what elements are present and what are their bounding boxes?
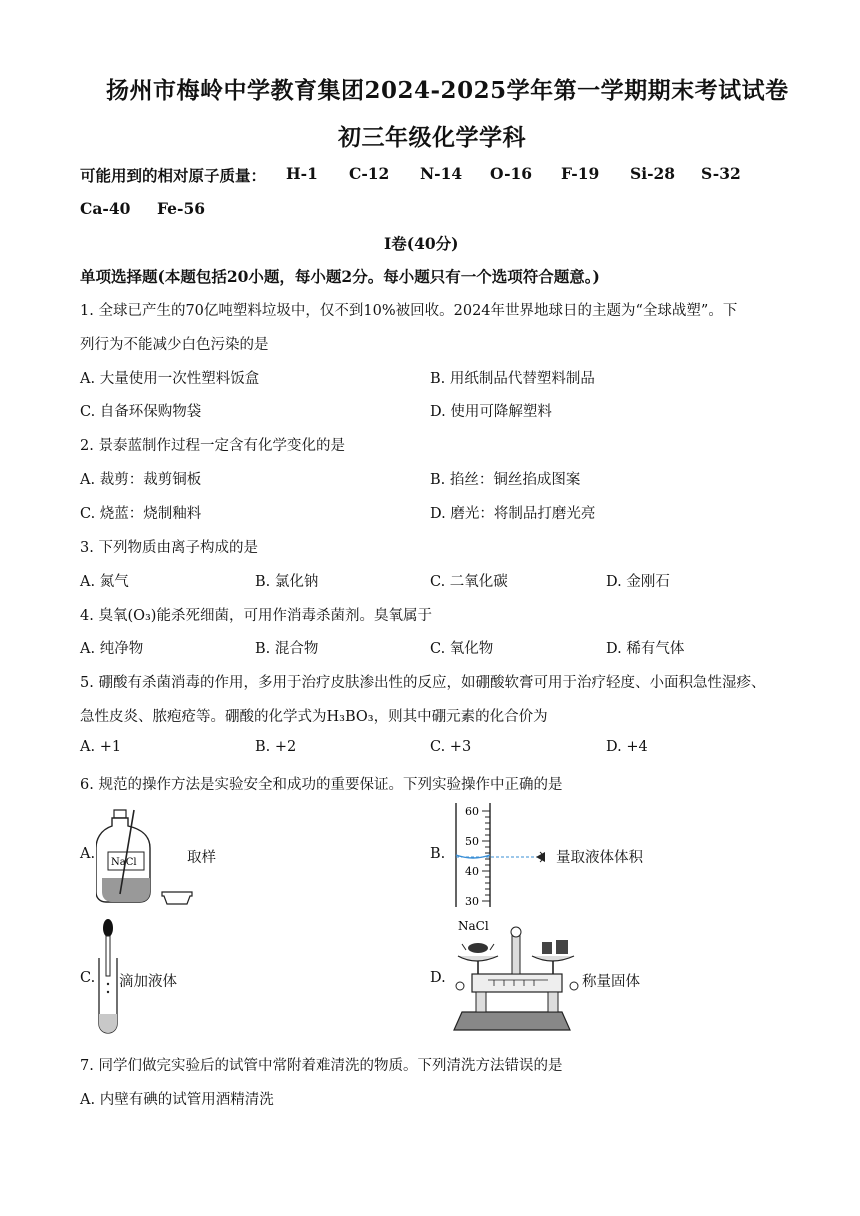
- page-subtitle: 初三年级化学学科: [338, 124, 526, 151]
- option-b: B. 氯化钠: [255, 574, 319, 590]
- option-a: A. 纯净物: [80, 641, 144, 657]
- page-title: 扬州市梅岭中学教育集团2024-2025学年第一学期期末考试试卷: [106, 77, 789, 104]
- bottle-label: NaCl: [111, 857, 137, 868]
- section-title: I卷(40分): [384, 234, 459, 253]
- option-c: C. 二氧化碳: [430, 574, 508, 590]
- question-stem: 1. 全球已产生的70亿吨塑料垃圾中，仅不到10%被回收。2024年世界地球日的主题为“全球战塑”。下: [80, 303, 738, 319]
- dropper-test-tube-figure: [96, 918, 120, 1034]
- option-b: B. 混合物: [255, 641, 319, 657]
- question-stem: 7. 同学们做完实验后的试管中常附着难清洗的物质。下列清洗方法错误的是: [80, 1058, 563, 1074]
- option-d: D. 金刚石: [606, 574, 670, 590]
- question-stem: 列行为不能减少白色污染的是: [80, 337, 269, 353]
- option-a: A. 氮气: [80, 574, 129, 590]
- question-stem: 6. 规范的操作方法是实验安全和成功的重要保证。下列实验操作中正确的是: [80, 777, 563, 793]
- tick-label: 40: [465, 865, 479, 878]
- eye-icon: [536, 852, 545, 862]
- question-stem: 5. 硼酸有杀菌消毒的作用，多用于治疗皮肤渗出性的反应，如硼酸软膏可用于治疗轻度、小面积急性湿疹、: [80, 675, 766, 691]
- option-a-letter: A.: [80, 846, 96, 862]
- option-b: B. +2: [255, 739, 297, 755]
- atomic-mass-label: 可能用到的相对原子质量：: [80, 166, 267, 185]
- atomic-mass-item: Fe-56: [157, 199, 206, 218]
- option-a-caption: 取样: [187, 850, 216, 866]
- tick-label: 30: [465, 895, 479, 907]
- option-d: D. 磨光：将制品打磨光亮: [430, 506, 596, 522]
- tick-label: 50: [465, 835, 479, 848]
- atomic-mass-item: C-12: [349, 164, 390, 183]
- option-a: A. 内壁有碘的试管用酒精清洗: [80, 1092, 274, 1108]
- option-c: C. 烧蓝：烧制釉料: [80, 506, 202, 522]
- question-stem: 3. 下列物质由离子构成的是: [80, 540, 258, 556]
- option-c-caption: 滴加液体: [119, 974, 177, 990]
- atomic-mass-item: O-16: [490, 164, 533, 183]
- option-a: A. 大量使用一次性塑料饭盒: [80, 371, 260, 387]
- question-stem: 4. 臭氧(O₃)能杀死细菌，可用作消毒杀菌剂。臭氧属于: [80, 608, 432, 624]
- question-stem: 急性皮炎、脓疱疮等。硼酸的化学式为H₃BO₃，则其中硼元素的化合价为: [80, 709, 548, 725]
- tick-label: 60: [465, 805, 479, 818]
- atomic-mass-item: S-32: [701, 164, 741, 183]
- section-instruction: 单项选择题(本题包括20小题，每小题2分。每小题只有一个选项符合题意。): [80, 267, 600, 286]
- option-c: C. 自备环保购物袋: [80, 404, 202, 420]
- option-d: D. +4: [606, 739, 648, 755]
- graduated-cylinder-figure: [448, 803, 558, 907]
- option-b: B. 用纸制品代替塑料制品: [430, 371, 595, 387]
- option-d: D. 使用可降解塑料: [430, 404, 552, 420]
- question-stem: 2. 景泰蓝制作过程一定含有化学变化的是: [80, 438, 345, 454]
- atomic-mass-item: Si-28: [630, 164, 676, 183]
- atomic-mass-item: H-1: [286, 164, 318, 183]
- atomic-mass-item: N-14: [420, 164, 463, 183]
- option-d-letter: D.: [430, 970, 446, 986]
- option-c-letter: C.: [80, 970, 96, 986]
- option-a: A. +1: [80, 739, 122, 755]
- option-b: B. 掐丝：铜丝掐成图案: [430, 472, 581, 488]
- option-b-letter: B.: [430, 846, 446, 862]
- reagent-bottle-figure: [96, 806, 196, 908]
- balance-figure: [448, 916, 584, 1036]
- option-a: A. 裁剪：裁剪铜板: [80, 472, 202, 488]
- atomic-mass-item: Ca-40: [80, 199, 131, 218]
- option-c: C. +3: [430, 739, 472, 755]
- atomic-mass-item: F-19: [561, 164, 600, 183]
- option-b-caption: 量取液体体积: [556, 850, 643, 866]
- balance-label: NaCl: [458, 919, 489, 933]
- option-d-caption: 称量固体: [582, 974, 640, 990]
- option-d: D. 稀有气体: [606, 641, 685, 657]
- option-c: C. 氧化物: [430, 641, 494, 657]
